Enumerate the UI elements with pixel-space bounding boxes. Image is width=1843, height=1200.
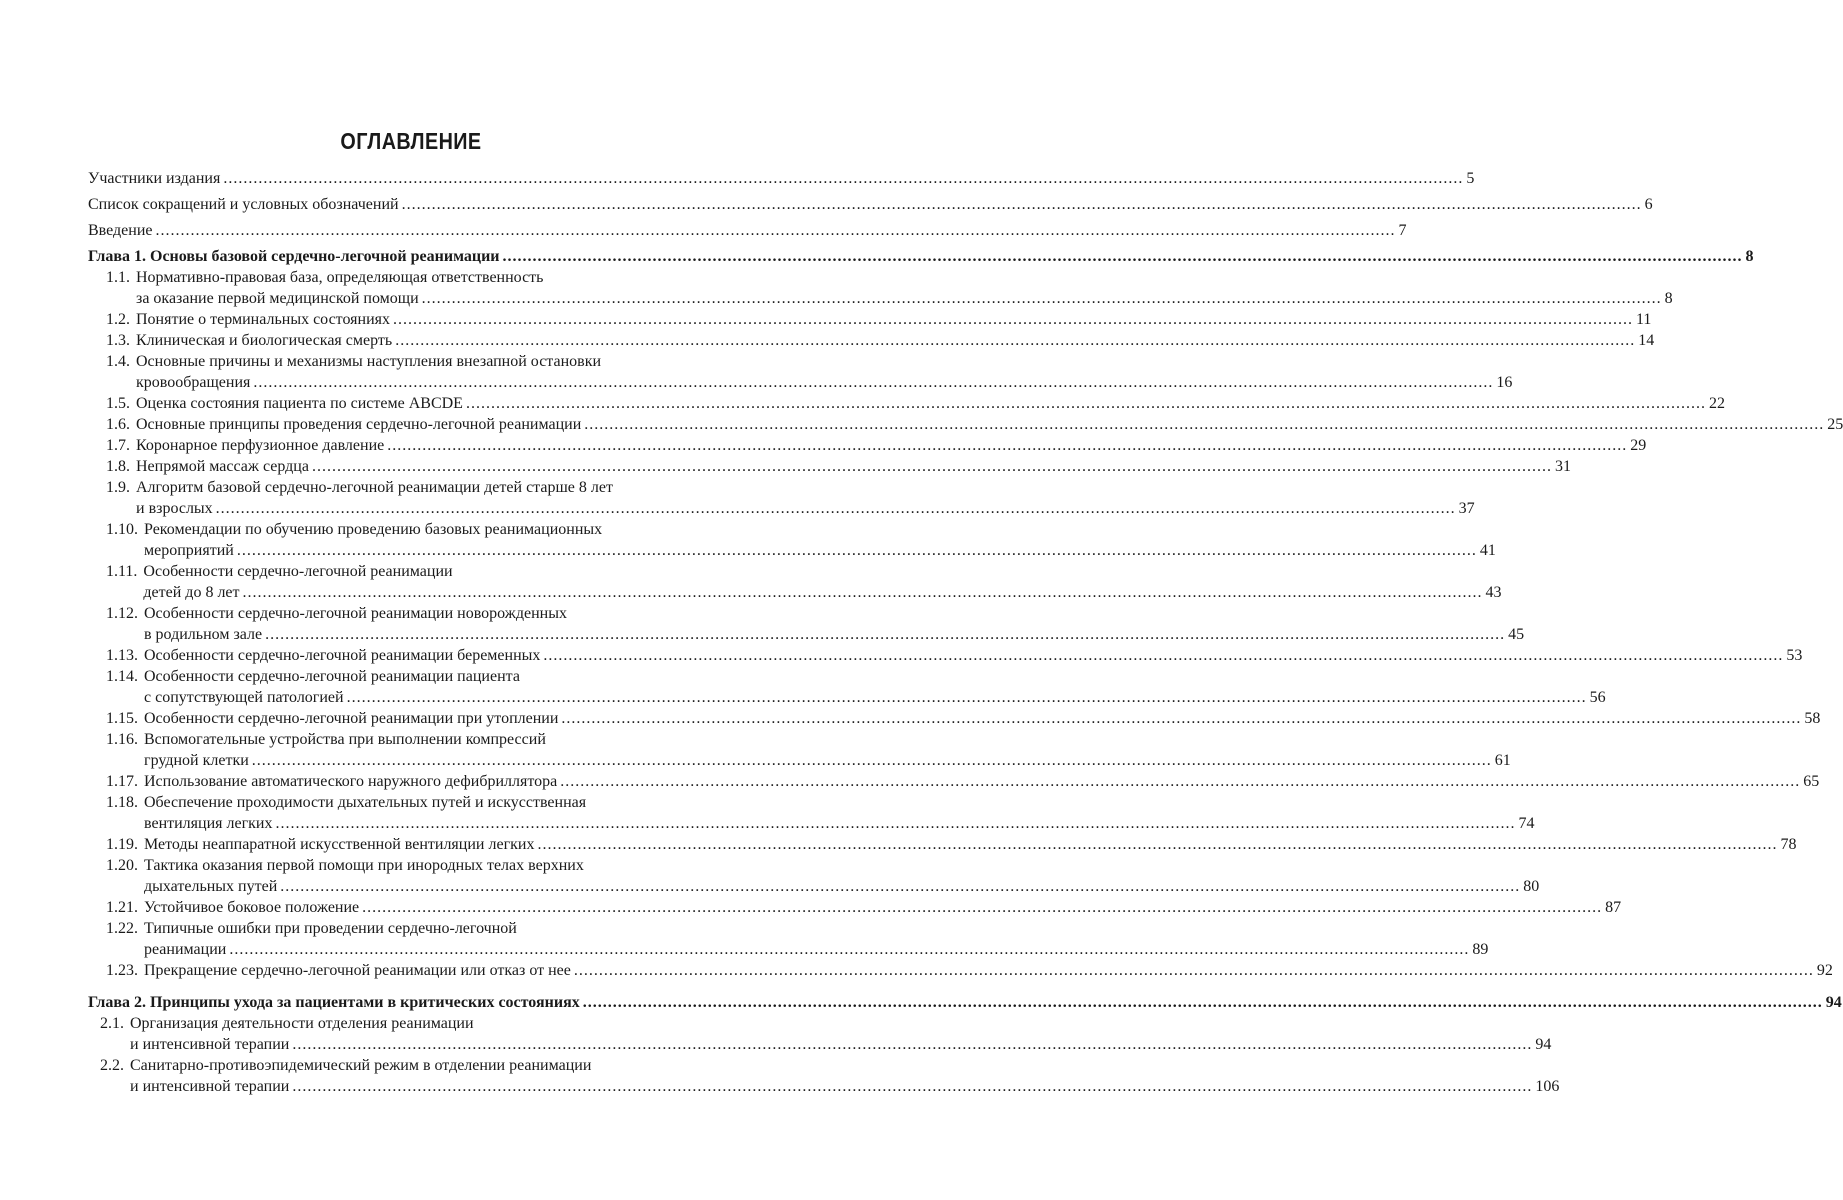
- leader-dots: [216, 498, 1456, 519]
- section-title-last-line: [136, 435, 1646, 456]
- page-number: 16: [1496, 374, 1513, 391]
- section-title-last-line: [144, 834, 1796, 855]
- section-title-line: Особенности сердечно-легочной реанимации пациента: [144, 668, 520, 685]
- toc-section-entry: [88, 330, 1655, 351]
- entry-text: кровообращения: [136, 374, 251, 391]
- entry-text: с сопутствующей патологией: [144, 689, 344, 706]
- section-title-line: Рекомендации по обучению проведению базовых реанимационных: [144, 521, 603, 538]
- section-title-last-line: [130, 1076, 1559, 1097]
- toc-section-entry: [88, 1013, 1552, 1055]
- leader-dots: [466, 393, 1706, 414]
- leader-dots: [223, 168, 1463, 189]
- section-title-last-line: [136, 498, 1475, 519]
- section-title-last-line: [144, 540, 1496, 561]
- page-number: 29: [1630, 437, 1647, 454]
- leader-dots: [252, 750, 1492, 771]
- page-number: 31: [1554, 458, 1571, 475]
- page-number: 94: [1535, 1036, 1552, 1053]
- entry-text: Участники издания: [88, 170, 221, 187]
- section-title-last-line: [144, 960, 1833, 981]
- toc-front-entry: [88, 168, 1475, 189]
- section-number: 2.1.: [100, 1015, 124, 1032]
- section-number: 1.3.: [106, 332, 130, 349]
- section-title-last-line: [136, 330, 1654, 351]
- leader-dots: [312, 456, 1552, 477]
- entry-text: детей до 8 лет: [143, 584, 240, 601]
- section-body: [144, 645, 1802, 666]
- section-title-last-line: [136, 414, 1843, 435]
- toc-section-entry: [88, 435, 1647, 456]
- section-body: [144, 897, 1621, 918]
- entry-text: дыхательных путей: [144, 878, 278, 895]
- section-title-last-line: [144, 813, 1535, 834]
- section-title-line: Основные причины и механизмы наступления внезапной остановки: [136, 353, 602, 370]
- section-title-line: Алгоритм базовой сердечно-легочной реанимации детей старше 8 лет: [136, 479, 613, 496]
- section-title-line: Санитарно-противоэпидемический режим в отделении реанимации: [130, 1057, 592, 1074]
- toc-section-entry: [88, 855, 1540, 897]
- page-number: 45: [1508, 626, 1525, 643]
- page-number: 80: [1523, 878, 1540, 895]
- section-title-last-line: [144, 939, 1488, 960]
- section-number: 1.4.: [106, 353, 130, 370]
- section-body: [130, 1013, 1551, 1055]
- section-title-last-line: [144, 876, 1539, 897]
- page-number: 65: [1803, 773, 1820, 790]
- page-number: 89: [1472, 941, 1489, 958]
- toc-section-entry: [88, 918, 1489, 960]
- section-body: [136, 309, 1651, 330]
- section-number: 1.5.: [106, 395, 130, 412]
- leader-dots: [253, 372, 1493, 393]
- section-title-line: Особенности сердечно-легочной реанимации: [143, 563, 453, 580]
- page-title: ОГЛАВЛЕНИЕ: [340, 128, 482, 154]
- section-number: 1.13.: [106, 647, 138, 664]
- section-body: [144, 918, 1488, 960]
- page-number: 41: [1479, 542, 1496, 559]
- section-title-last-line: [136, 456, 1571, 477]
- section-body: [136, 456, 1571, 477]
- section-title-line: Нормативно-правовая база, определяющая ответственность: [136, 269, 544, 286]
- section-number: 1.22.: [106, 920, 138, 937]
- leader-dots: [237, 540, 1477, 561]
- leader-dots: [265, 624, 1505, 645]
- entry-text: Введение: [88, 222, 153, 239]
- page-number: 7: [1398, 222, 1407, 239]
- toc-section-entry: [88, 603, 1525, 645]
- entry-text: и интенсивной терапии: [130, 1036, 290, 1053]
- section-title-last-line: [136, 393, 1725, 414]
- entry-text: мероприятий: [144, 542, 234, 559]
- toc-front-entry: [88, 194, 1653, 215]
- toc-section-entry: [88, 960, 1833, 981]
- entry-text: Особенности сердечно-легочной реанимации беременных: [144, 647, 541, 664]
- section-title-last-line: [144, 645, 1802, 666]
- section-title-line: Тактика оказания первой помощи при инородных телах верхних: [144, 857, 584, 874]
- entry-text: в родильном зале: [144, 626, 263, 643]
- entry-text: Прекращение сердечно-легочной реанимации или отказ от нее: [144, 962, 571, 979]
- toc-section-entry: [88, 477, 1475, 519]
- leader-dots: [574, 960, 1814, 981]
- page-number: 74: [1518, 815, 1535, 832]
- section-title-last-line: [143, 582, 1501, 603]
- entry-text: и взрослых: [136, 500, 213, 517]
- section-title-last-line: [144, 750, 1511, 771]
- section-number: 1.23.: [106, 962, 138, 979]
- section-body: [136, 351, 1512, 393]
- section-body: [136, 477, 1475, 519]
- section-title-last-line: [136, 288, 1673, 309]
- leader-dots: [156, 220, 1396, 241]
- leader-dots: [292, 1076, 1532, 1097]
- page-number: 25: [1827, 416, 1843, 433]
- entry-text: Использование автоматического наружного дефибриллятора: [144, 773, 558, 790]
- section-body: [136, 414, 1843, 435]
- section-body: [144, 729, 1511, 771]
- leader-dots: [543, 645, 1783, 666]
- section-body: [136, 330, 1654, 351]
- section-body: [136, 435, 1646, 456]
- toc-section-entry: [88, 309, 1652, 330]
- section-number: 1.15.: [106, 710, 138, 727]
- section-number: 1.18.: [106, 794, 138, 811]
- toc-chapter-entry: [88, 246, 1754, 267]
- section-body: [130, 1055, 1559, 1097]
- page-number: 78: [1780, 836, 1797, 853]
- section-body: [144, 771, 1819, 792]
- page-number: 53: [1786, 647, 1803, 664]
- entry-text: Особенности сердечно-легочной реанимации при утоплении: [144, 710, 559, 727]
- page-number: 58: [1804, 710, 1821, 727]
- section-title-last-line: [136, 372, 1512, 393]
- section-number: 1.19.: [106, 836, 138, 853]
- toc-section-entry: [88, 834, 1797, 855]
- page-number: 8: [1664, 290, 1673, 307]
- section-number: 1.14.: [106, 668, 138, 685]
- section-title-last-line: [144, 624, 1524, 645]
- leader-dots: [561, 708, 1801, 729]
- leader-dots: [395, 330, 1635, 351]
- toc-section-entry: [88, 351, 1513, 393]
- section-number: 1.1.: [106, 269, 130, 286]
- section-body: [136, 393, 1725, 414]
- page-number: 56: [1589, 689, 1606, 706]
- leader-dots: [422, 288, 1662, 309]
- page-number: 61: [1494, 752, 1511, 769]
- section-body: [144, 708, 1820, 729]
- leader-dots: [393, 309, 1633, 330]
- leader-dots: [387, 435, 1627, 456]
- section-number: 1.16.: [106, 731, 138, 748]
- entry-text: Глава 2. Принципы ухода за пациентами в критических состояниях: [88, 994, 580, 1011]
- section-body: [144, 792, 1535, 834]
- leader-dots: [583, 992, 1823, 1013]
- entry-text: Понятие о терминальных состояниях: [136, 311, 390, 328]
- section-title-line: Типичные ошибки при проведении сердечно-легочной: [144, 920, 517, 937]
- page-number: 94: [1825, 994, 1842, 1011]
- leader-dots: [362, 897, 1602, 918]
- section-number: 1.11.: [106, 563, 138, 580]
- section-title-line: Обеспечение проходимости дыхательных путей и искусственная: [144, 794, 587, 811]
- section-number: 1.6.: [106, 416, 130, 433]
- entry-text: Клиническая и биологическая смерть: [136, 332, 393, 349]
- section-number: 1.12.: [106, 605, 138, 622]
- section-title-last-line: [144, 771, 1819, 792]
- toc-chapter-entry: [88, 992, 1842, 1013]
- section-title-line: Особенности сердечно-легочной реанимации новорожденных: [144, 605, 567, 622]
- entry-text: Оценка состояния пациента по системе ABCDE: [136, 395, 463, 412]
- section-body: [136, 267, 1673, 309]
- table-of-contents: [88, 168, 1843, 1097]
- entry-text: Основные принципы проведения сердечно-легочной реанимации: [136, 416, 582, 433]
- section-body: [144, 666, 1606, 708]
- entry-text: Непрямой массаж сердца: [136, 458, 309, 475]
- toc-section-entry: [88, 666, 1606, 708]
- section-number: 1.8.: [106, 458, 130, 475]
- entry-text: Коронарное перфузионное давление: [136, 437, 385, 454]
- page-number: 92: [1816, 962, 1833, 979]
- section-title-line: Вспомогательные устройства при выполнении компрессий: [144, 731, 546, 748]
- page-number: 37: [1458, 500, 1475, 517]
- section-body: [144, 834, 1796, 855]
- leader-dots: [276, 813, 1516, 834]
- section-body: [144, 519, 1496, 561]
- section-body: [144, 855, 1539, 897]
- section-title-last-line: [144, 708, 1820, 729]
- section-body: [144, 603, 1524, 645]
- section-number: 1.9.: [106, 479, 130, 496]
- toc-section-entry: [88, 456, 1571, 477]
- leader-dots: [560, 771, 1800, 792]
- leader-dots: [503, 246, 1743, 267]
- page-number: 11: [1636, 311, 1652, 328]
- page-number: 43: [1485, 584, 1502, 601]
- page-number: 5: [1466, 170, 1475, 187]
- leader-dots: [280, 876, 1520, 897]
- toc-section-entry: [88, 708, 1821, 729]
- section-number: 2.2.: [100, 1057, 124, 1074]
- toc-section-entry: [88, 729, 1511, 771]
- page-number: 87: [1605, 899, 1622, 916]
- section-number: 1.17.: [106, 773, 138, 790]
- leader-dots: [584, 414, 1824, 435]
- toc-section-entry: [88, 792, 1535, 834]
- toc-section-entry: [88, 1055, 1560, 1097]
- entry-text: Устойчивое боковое положение: [144, 899, 360, 916]
- toc-section-entry: [88, 519, 1496, 561]
- leader-dots: [537, 834, 1777, 855]
- page-number: 22: [1708, 395, 1725, 412]
- page-number: 8: [1745, 248, 1754, 265]
- entry-text: за оказание первой медицинской помощи: [136, 290, 419, 307]
- leader-dots: [402, 194, 1642, 215]
- section-title-last-line: [136, 309, 1651, 330]
- entry-text: грудной клетки: [144, 752, 249, 769]
- section-title-last-line: [130, 1034, 1551, 1055]
- toc-section-entry: [88, 414, 1843, 435]
- section-title-line: Организация деятельности отделения реанимации: [130, 1015, 474, 1032]
- section-title-last-line: [144, 687, 1606, 708]
- entry-text: Список сокращений и условных обозначений: [88, 196, 399, 213]
- toc-section-entry: [88, 897, 1622, 918]
- section-number: 1.21.: [106, 899, 138, 916]
- section-number: 1.20.: [106, 857, 138, 874]
- toc-front-entry: [88, 220, 1407, 241]
- toc-section-entry: [88, 771, 1820, 792]
- entry-text: вентиляция легких: [144, 815, 273, 832]
- section-body: [143, 561, 1501, 603]
- page-number: 106: [1535, 1078, 1560, 1095]
- section-title-last-line: [144, 897, 1621, 918]
- leader-dots: [347, 687, 1587, 708]
- page-number: 14: [1638, 332, 1655, 349]
- toc-section-entry: [88, 267, 1673, 309]
- leader-dots: [292, 1034, 1532, 1055]
- section-number: 1.2.: [106, 311, 130, 328]
- entry-text: реанимации: [144, 941, 227, 958]
- section-number: 1.7.: [106, 437, 130, 454]
- entry-text: Методы неаппаратной искусственной вентиляции легких: [144, 836, 535, 853]
- toc-section-entry: [88, 393, 1725, 414]
- section-body: [144, 960, 1833, 981]
- leader-dots: [243, 582, 1483, 603]
- toc-section-entry: [88, 561, 1502, 603]
- section-number: 1.10.: [106, 521, 138, 538]
- entry-text: Глава 1. Основы базовой сердечно-легочной реанимации: [88, 248, 500, 265]
- page-number: 6: [1644, 196, 1653, 213]
- entry-text: и интенсивной терапии: [130, 1078, 290, 1095]
- toc-section-entry: [88, 645, 1803, 666]
- leader-dots: [229, 939, 1469, 960]
